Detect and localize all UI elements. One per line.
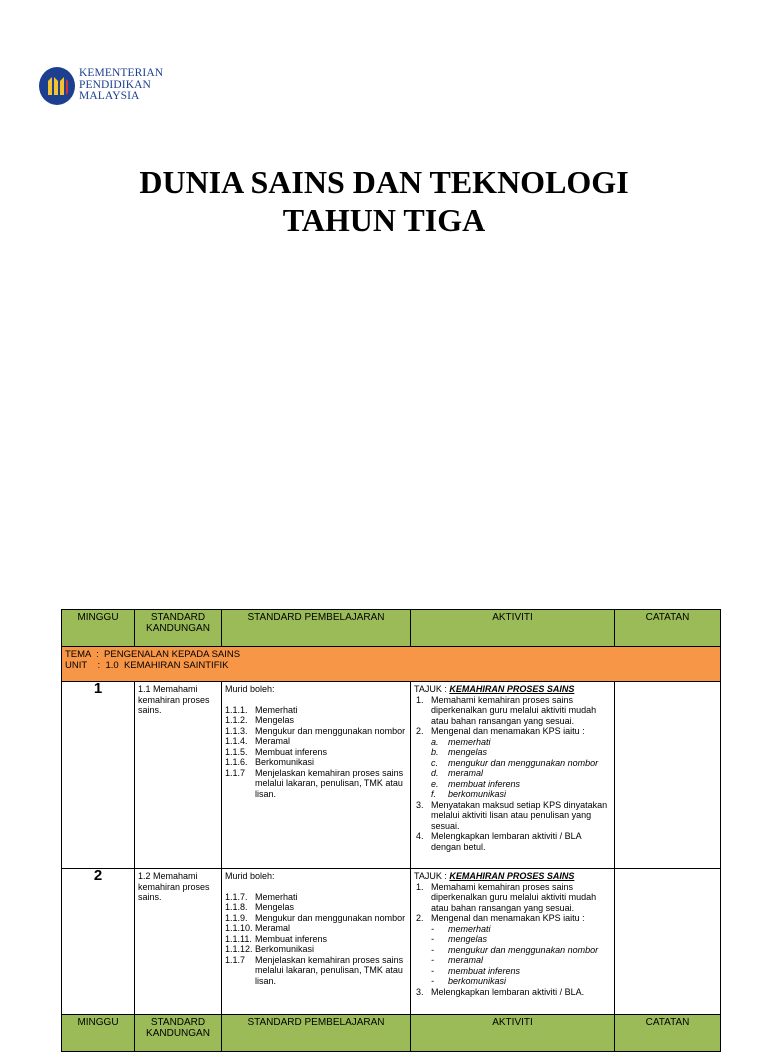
list-item: - mengelas: [431, 934, 488, 944]
tema-text: TEMA : PENGENALAN KEPADA SAINS: [65, 649, 241, 660]
aktiviti-cell: [411, 869, 615, 1015]
list-item: 4. Melengkapkan lembaran aktiviti / BLA dengan betul.: [416, 831, 582, 852]
list-item: 1.1.3. Mengukur dan menggunakan nombor: [225, 725, 406, 736]
table-header-row: [62, 610, 721, 647]
list-item: 2. Mengenal dan menamakan KPS iaitu : a. memerhati b. mengelas c. mengukur dan menggunakan nombor d. meramal e. membuat inferens f. berkomunikasi: [414, 726, 611, 800]
tajuk: TAJUK : KEMAHIRAN PROSES SAINS: [414, 684, 575, 694]
list-item: 1.1.7 Menjelaskan kemahiran proses sains melalui lakaran, penulisan, TMK atau lisan.: [225, 767, 404, 799]
list-item: c. mengukur dan menggunakan nombor: [431, 757, 599, 768]
list-item: - berkomunikasi: [431, 976, 507, 986]
list-item: - mengukur dan menggunakan nombor: [431, 944, 599, 955]
week-number: 2: [62, 869, 135, 1015]
ministry-logo-text: KEMENTERIAN PENDIDIKAN MALAYSIA: [79, 67, 164, 102]
list-item: - meramal: [431, 955, 484, 965]
week-number: 1: [62, 682, 135, 869]
list-item: 1. Memahami kemahiran proses sains diperkenalkan guru melalui aktiviti mudah atau bahan ransangan yang sesuai.: [416, 694, 597, 726]
header-standard-kandungan: STANDARD KANDUNGAN: [135, 1015, 222, 1052]
header-aktiviti: AKTIVITI: [411, 610, 615, 647]
list-item: 1.1.5. Membuat inferens: [225, 746, 328, 757]
lesson-plan-table: [61, 609, 721, 1052]
header-standard-kandungan: STANDARD KANDUNGAN: [135, 610, 222, 647]
list-item: 1.1.10. Meramal: [225, 923, 291, 933]
standard-kandungan-cell: 1.2 Memahami kemahiran proses sains.: [135, 869, 222, 1015]
list-item: - membuat inferens: [431, 965, 521, 976]
list-item: 2. Mengenal dan menamakan KPS iaitu : - memerhati - mengelas - mengukur dan menggunakan nombor - meramal - membuat inferens - berkomunikasi: [414, 913, 611, 987]
list-item: b. mengelas: [431, 747, 488, 757]
header-catatan: CATATAN: [615, 1015, 721, 1052]
unit-text: UNIT : 1.0 KEMAHIRAN SAINTIFIK: [65, 660, 229, 671]
list-item: 1.1.1. Memerhati: [225, 704, 298, 715]
list-item: f. berkomunikasi: [431, 789, 507, 799]
list-item: e. membuat inferens: [431, 778, 521, 789]
document-subtitle: TAHUN TIGA: [282, 202, 486, 238]
header-standard-pembelajaran: STANDARD PEMBELAJARAN: [222, 1015, 411, 1052]
standard-kandungan-cell: 1.1 Memahami kemahiran proses sains.: [135, 682, 222, 869]
header-minggu: MINGGU: [62, 610, 135, 647]
list-item: 3. Menyatakan maksud setiap KPS dinyatakan melalui aktiviti lisan atau penulisan yang sesuai.: [416, 799, 608, 831]
catatan-cell: [615, 682, 721, 869]
list-item: 1.1.8. Mengelas: [225, 902, 295, 912]
standard-pembelajaran-cell: Murid boleh: 1.1.1. Memerhati 1.1.2. Mengelas 1.1.3. Mengukur dan menggunakan nombor 1.1.4. Meramal 1.1.5. Membuat inferens 1.1.6. Berkomunikasi 1.1.7 Menjelaskan kemahiran proses sains melalui lakaran, penulisan, TMK atau lisan.: [222, 682, 411, 869]
aktiviti-cell: [411, 682, 615, 869]
list-item: 1.1.12. Berkomunikasi: [225, 944, 315, 954]
ministry-logo: [39, 65, 164, 107]
header-standard-pembelajaran: STANDARD PEMBELAJARAN: [222, 610, 411, 647]
table-row: [62, 682, 721, 869]
list-item: 1. Memahami kemahiran proses sains diperkenalkan guru melalui aktiviti mudah atau bahan ransangan yang sesuai.: [416, 881, 597, 913]
table-header-row-repeat: [62, 1015, 721, 1052]
list-item: 1.1.2. Mengelas: [225, 715, 295, 725]
list-item: 1.1.4. Meramal: [225, 736, 291, 746]
list-item: d. meramal: [431, 768, 484, 778]
standard-pembelajaran-cell: Murid boleh: 1.1.7. Memerhati 1.1.8. Mengelas 1.1.9. Mengukur dan menggunakan nombor 1.1.10. Meramal 1.1.11. Membuat inferens 1.1.12. Berkomunikasi 1.1.7 Menjelaskan kemahiran proses sains melalui lakaran, penulisan, TMK atau lisan.: [222, 869, 411, 1015]
catatan-cell: [615, 869, 721, 1015]
tema-row: [62, 647, 721, 682]
table-row: [62, 869, 721, 1015]
ministry-emblem-icon: [39, 67, 75, 105]
list-item: 3. Melengkapkan lembaran aktiviti / BLA.: [416, 986, 585, 997]
list-item: - memerhati: [431, 923, 491, 934]
header-catatan: CATATAN: [615, 610, 721, 647]
list-item: 1.1.7 Menjelaskan kemahiran proses sains melalui lakaran, penulisan, TMK atau lisan.: [225, 954, 404, 986]
tajuk: TAJUK : KEMAHIRAN PROSES SAINS: [414, 871, 575, 881]
header-aktiviti: AKTIVITI: [411, 1015, 615, 1052]
list-item: 1.1.11. Membuat inferens: [225, 933, 328, 944]
tema-cell: [62, 647, 721, 682]
list-item: a. memerhati: [431, 736, 491, 747]
header-minggu: MINGGU: [62, 1015, 135, 1052]
document-title: DUNIA SAINS DAN TEKNOLOGI: [139, 164, 629, 200]
list-item: 1.1.9. Mengukur dan menggunakan nombor: [225, 912, 406, 923]
list-item: 1.1.6. Berkomunikasi: [225, 757, 315, 767]
list-item: 1.1.7. Memerhati: [225, 891, 298, 902]
